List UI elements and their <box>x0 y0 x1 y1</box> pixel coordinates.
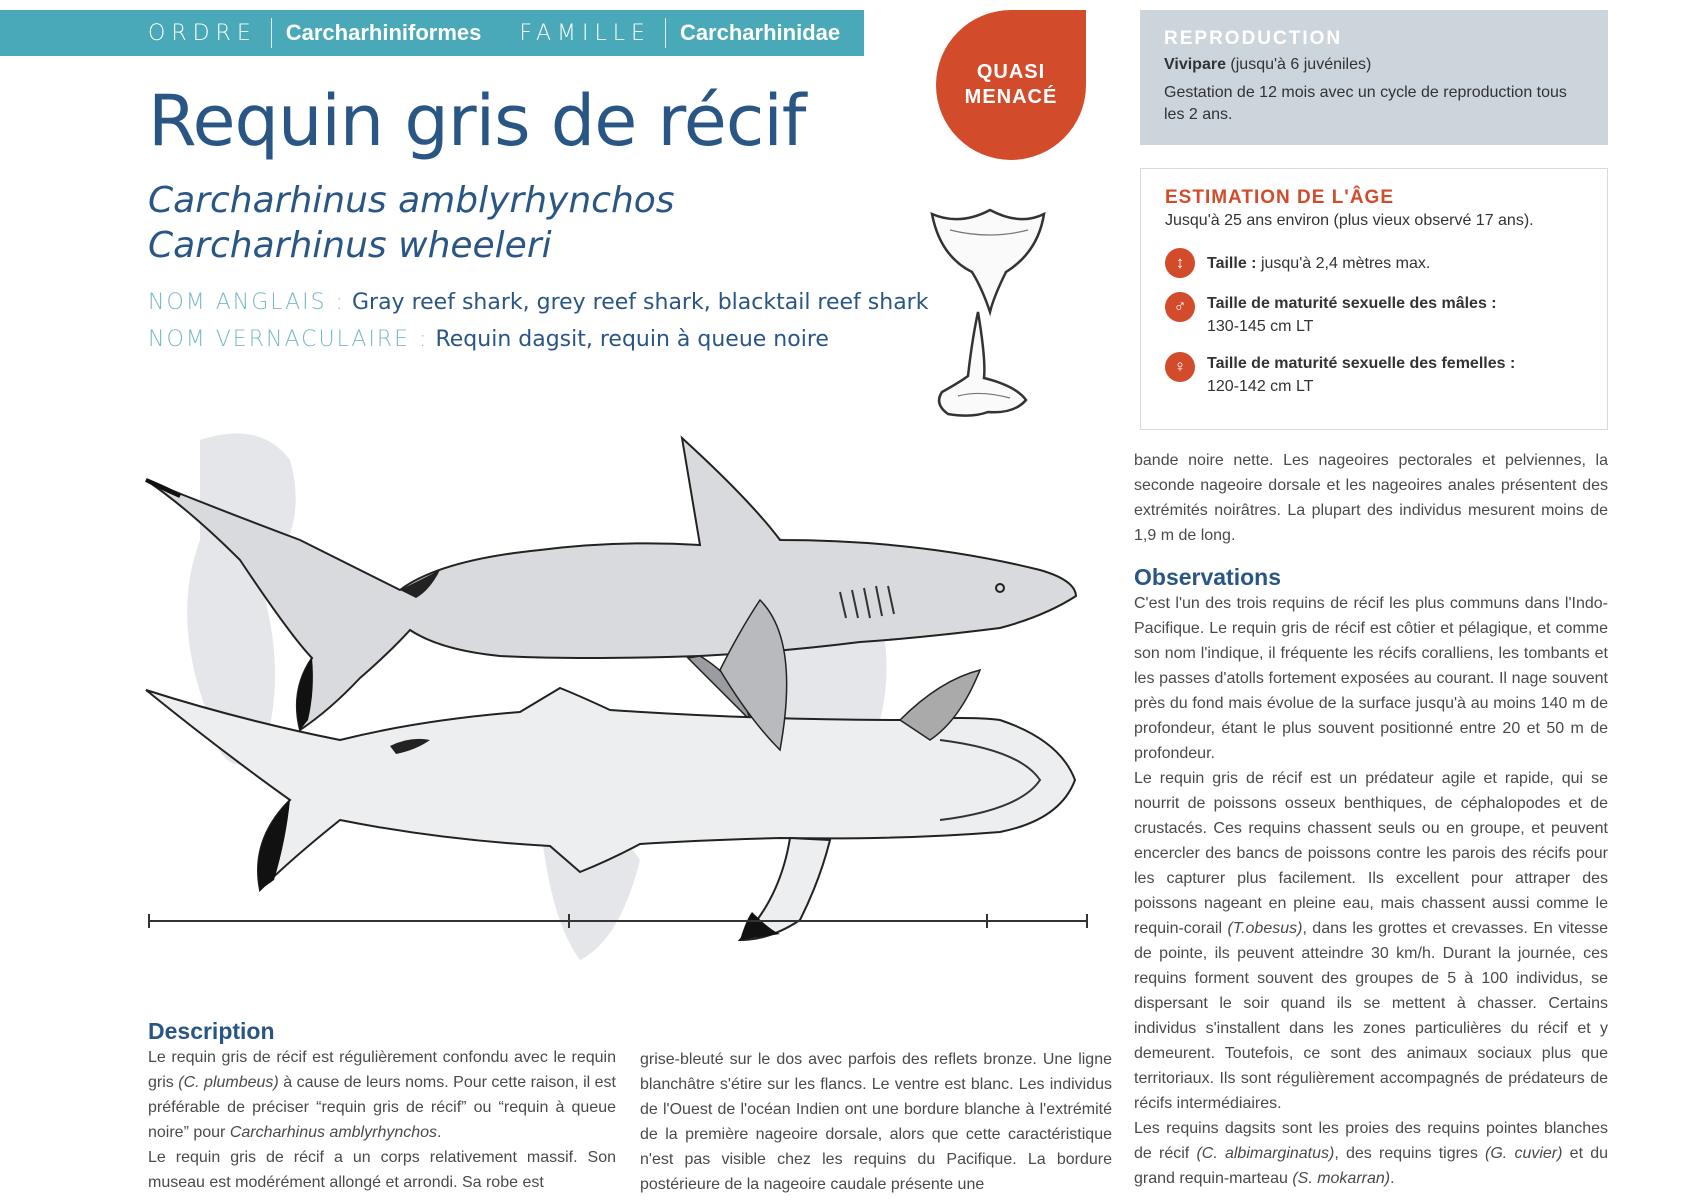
observations-heading: Observations <box>1134 564 1281 590</box>
age-text: Jusqu'à 25 ans environ (plus vieux observé 17 ans). <box>1165 212 1534 229</box>
scale-tick <box>148 914 150 928</box>
female-value: 120-142 cm LT <box>1207 378 1314 395</box>
status-line-2: MENACÉ <box>964 86 1058 108</box>
female-symbol-icon: ♀ <box>1165 352 1195 382</box>
text-run: (G. cuvier) <box>1485 1145 1563 1162</box>
description-column-1 <box>148 1018 616 1195</box>
text-run: , dans les grottes et crevasses. En vitesse de pointe, ils peuvent atteindre 30 km/h. Durant la journée, ces requins forment souvent des groupes de 5 à 100 individus, se dispersant le soir quand ils se mettent à chasser. Certains individus s'installent dans les zones particulières du récif et y demeurent. Toutefois, ce sont des animaux sociaux plus que territoriaux. Ils sont régulièrement accompagnés de prédateurs de récifs intermédiaires. <box>1134 920 1608 1112</box>
english-name-value: Gray reef shark, grey reef shark, blacktail reef shark <box>351 290 929 315</box>
female-row <box>1165 352 1583 398</box>
male-row <box>1165 292 1583 338</box>
observations-paragraph-2 <box>1134 766 1608 1116</box>
scientific-name-2: Carcharhinus wheeleri <box>148 225 552 266</box>
size-row <box>1165 248 1583 278</box>
size-value: jusqu'à 2,4 mètres max. <box>1256 255 1431 272</box>
text-run: . <box>437 1124 442 1141</box>
description-paragraph-2: Le requin gris de récif a un corps relativement massif. Son museau est modérément allongé et arrondi. Sa robe est <box>148 1149 616 1191</box>
vernacular-name-value: Requin dagsit, requin à queue noire <box>435 327 829 352</box>
vernacular-name-label: NOM VERNACULAIRE : <box>148 327 429 352</box>
description-heading: Description <box>148 1018 275 1044</box>
ordre-label: ORDRE <box>148 20 257 46</box>
reproduction-box <box>1140 10 1608 145</box>
shark-teeth-illustration <box>920 200 1060 430</box>
age-heading: ESTIMATION DE L'ÂGE <box>1165 187 1395 208</box>
reproduction-bold: Vivipare <box>1164 56 1226 73</box>
description-column-2: grise-bleuté sur le dos avec parfois des reflets bronze. Une ligne blanchâtre s'étire sur les flancs. Le ventre est blanc. Les individus de l'Ouest de l'océan Indien ont une bordure blanche à l'extrémité de la première nageoire dorsale, alors que cette caractéristique n'est pas visible chez les requins du Pacifique. La bordure postérieure de la nageoire caudale présente une <box>640 1051 1112 1193</box>
right-text-column <box>1134 448 1608 1191</box>
taxonomy-band <box>0 10 864 56</box>
text-run: (C. albimarginatus) <box>1196 1145 1335 1162</box>
size-label: Taille : <box>1207 255 1257 272</box>
reproduction-heading: REPRODUCTION <box>1164 28 1343 49</box>
observations-paragraph-3 <box>1134 1116 1608 1191</box>
height-arrow-icon: ↕ <box>1165 248 1195 278</box>
scale-tick <box>568 914 570 928</box>
text-run: à cause de leurs noms. Pour cette raison, il est préférable de préciser “requin gris de récif” ou “requin à queue noire” pour <box>148 1074 616 1141</box>
text-run: (C. plumbeus) <box>178 1074 279 1091</box>
ordre-value: Carcharhiniformes <box>285 20 482 45</box>
scientific-name-1: Carcharhinus amblyrhynchos <box>148 180 675 221</box>
scale-tick <box>1086 914 1088 928</box>
observations-paragraph-1: C'est l'un des trois requins de récif les plus communs dans l'Indo-Pacifique. Le requin gris de récif est côtier et pélagique, et comme son nom l'indique, il fréquente les récifs coralliens, les tombants et les passes d'atolls fortement exposées au courant. Il nage souvent près du fond mais évolue de la surface jusqu'à au moins 140 m de profondeur, étant le plus souvent positionné entre 20 et 50 m de profondeur. <box>1134 595 1608 762</box>
female-label: Taille de maturité sexuelle des femelles : <box>1207 355 1516 372</box>
text-run: (T.obesus) <box>1227 920 1303 937</box>
english-name-line <box>148 290 928 315</box>
scale-bar <box>148 920 1088 922</box>
text-run: , des requins tigres <box>1334 1145 1486 1162</box>
scale-tick <box>986 914 988 928</box>
text-run: Le requin gris de récif est régulièrement confondu avec le requin gris <box>148 1049 616 1091</box>
vernacular-name-line <box>148 327 829 352</box>
male-value: 130-145 cm LT <box>1207 318 1314 335</box>
text-run: Le requin gris de récif est un prédateur agile et rapide, qui se nourrit de poissons osseux benthiques, de céphalopodes et de crustacés. Ces requins chassent seuls ou en groupe, et peuvent encercler des bancs de poissons contre les parois des récifs pour les capturer plus facilement. Ils excellent pour attraper des poissons nageant en pleine eau, mais chassent aussi comme le requin-corail <box>1134 770 1608 937</box>
divider <box>271 18 272 48</box>
divider <box>665 18 666 48</box>
description-paragraph-1 <box>148 1045 616 1145</box>
page-title: Requin gris de récif <box>148 80 806 162</box>
gestation-text: Gestation de 12 mois avec un cycle de reproduction tous les 2 ans. <box>1164 84 1567 123</box>
reproduction-detail: (jusqu'à 6 juvéniles) <box>1225 56 1372 73</box>
reproduction-type <box>1164 54 1584 76</box>
status-badge <box>936 10 1086 160</box>
status-line-1: QUASI <box>976 61 1046 83</box>
english-name-label: NOM ANGLAIS : <box>148 290 345 315</box>
famille-label: FAMILLE <box>519 20 651 46</box>
shark-illustration <box>140 420 1100 980</box>
text-run: Carcharhinus amblyrhynchos <box>229 1124 438 1141</box>
text-run: et du grand requin-marteau <box>1134 1145 1609 1187</box>
male-symbol-icon: ♂ <box>1165 292 1195 322</box>
text-run: Les requins dagsits sont les proies des requins pointes blanches de récif <box>1134 1120 1608 1162</box>
description-continued: bande noire nette. Les nageoires pectorales et pelviennes, la seconde nageoire dorsale et les nageoires anales présentent des extrémités noirâtres. La plupart des individus mesurent moins de 1,9 m de long. <box>1134 452 1608 544</box>
text-run: . <box>1390 1170 1395 1187</box>
age-estimation-box <box>1140 168 1608 430</box>
famille-value: Carcharhinidae <box>679 20 841 45</box>
text-run: (S. mokarran) <box>1292 1170 1391 1187</box>
male-label: Taille de maturité sexuelle des mâles : <box>1207 295 1497 312</box>
